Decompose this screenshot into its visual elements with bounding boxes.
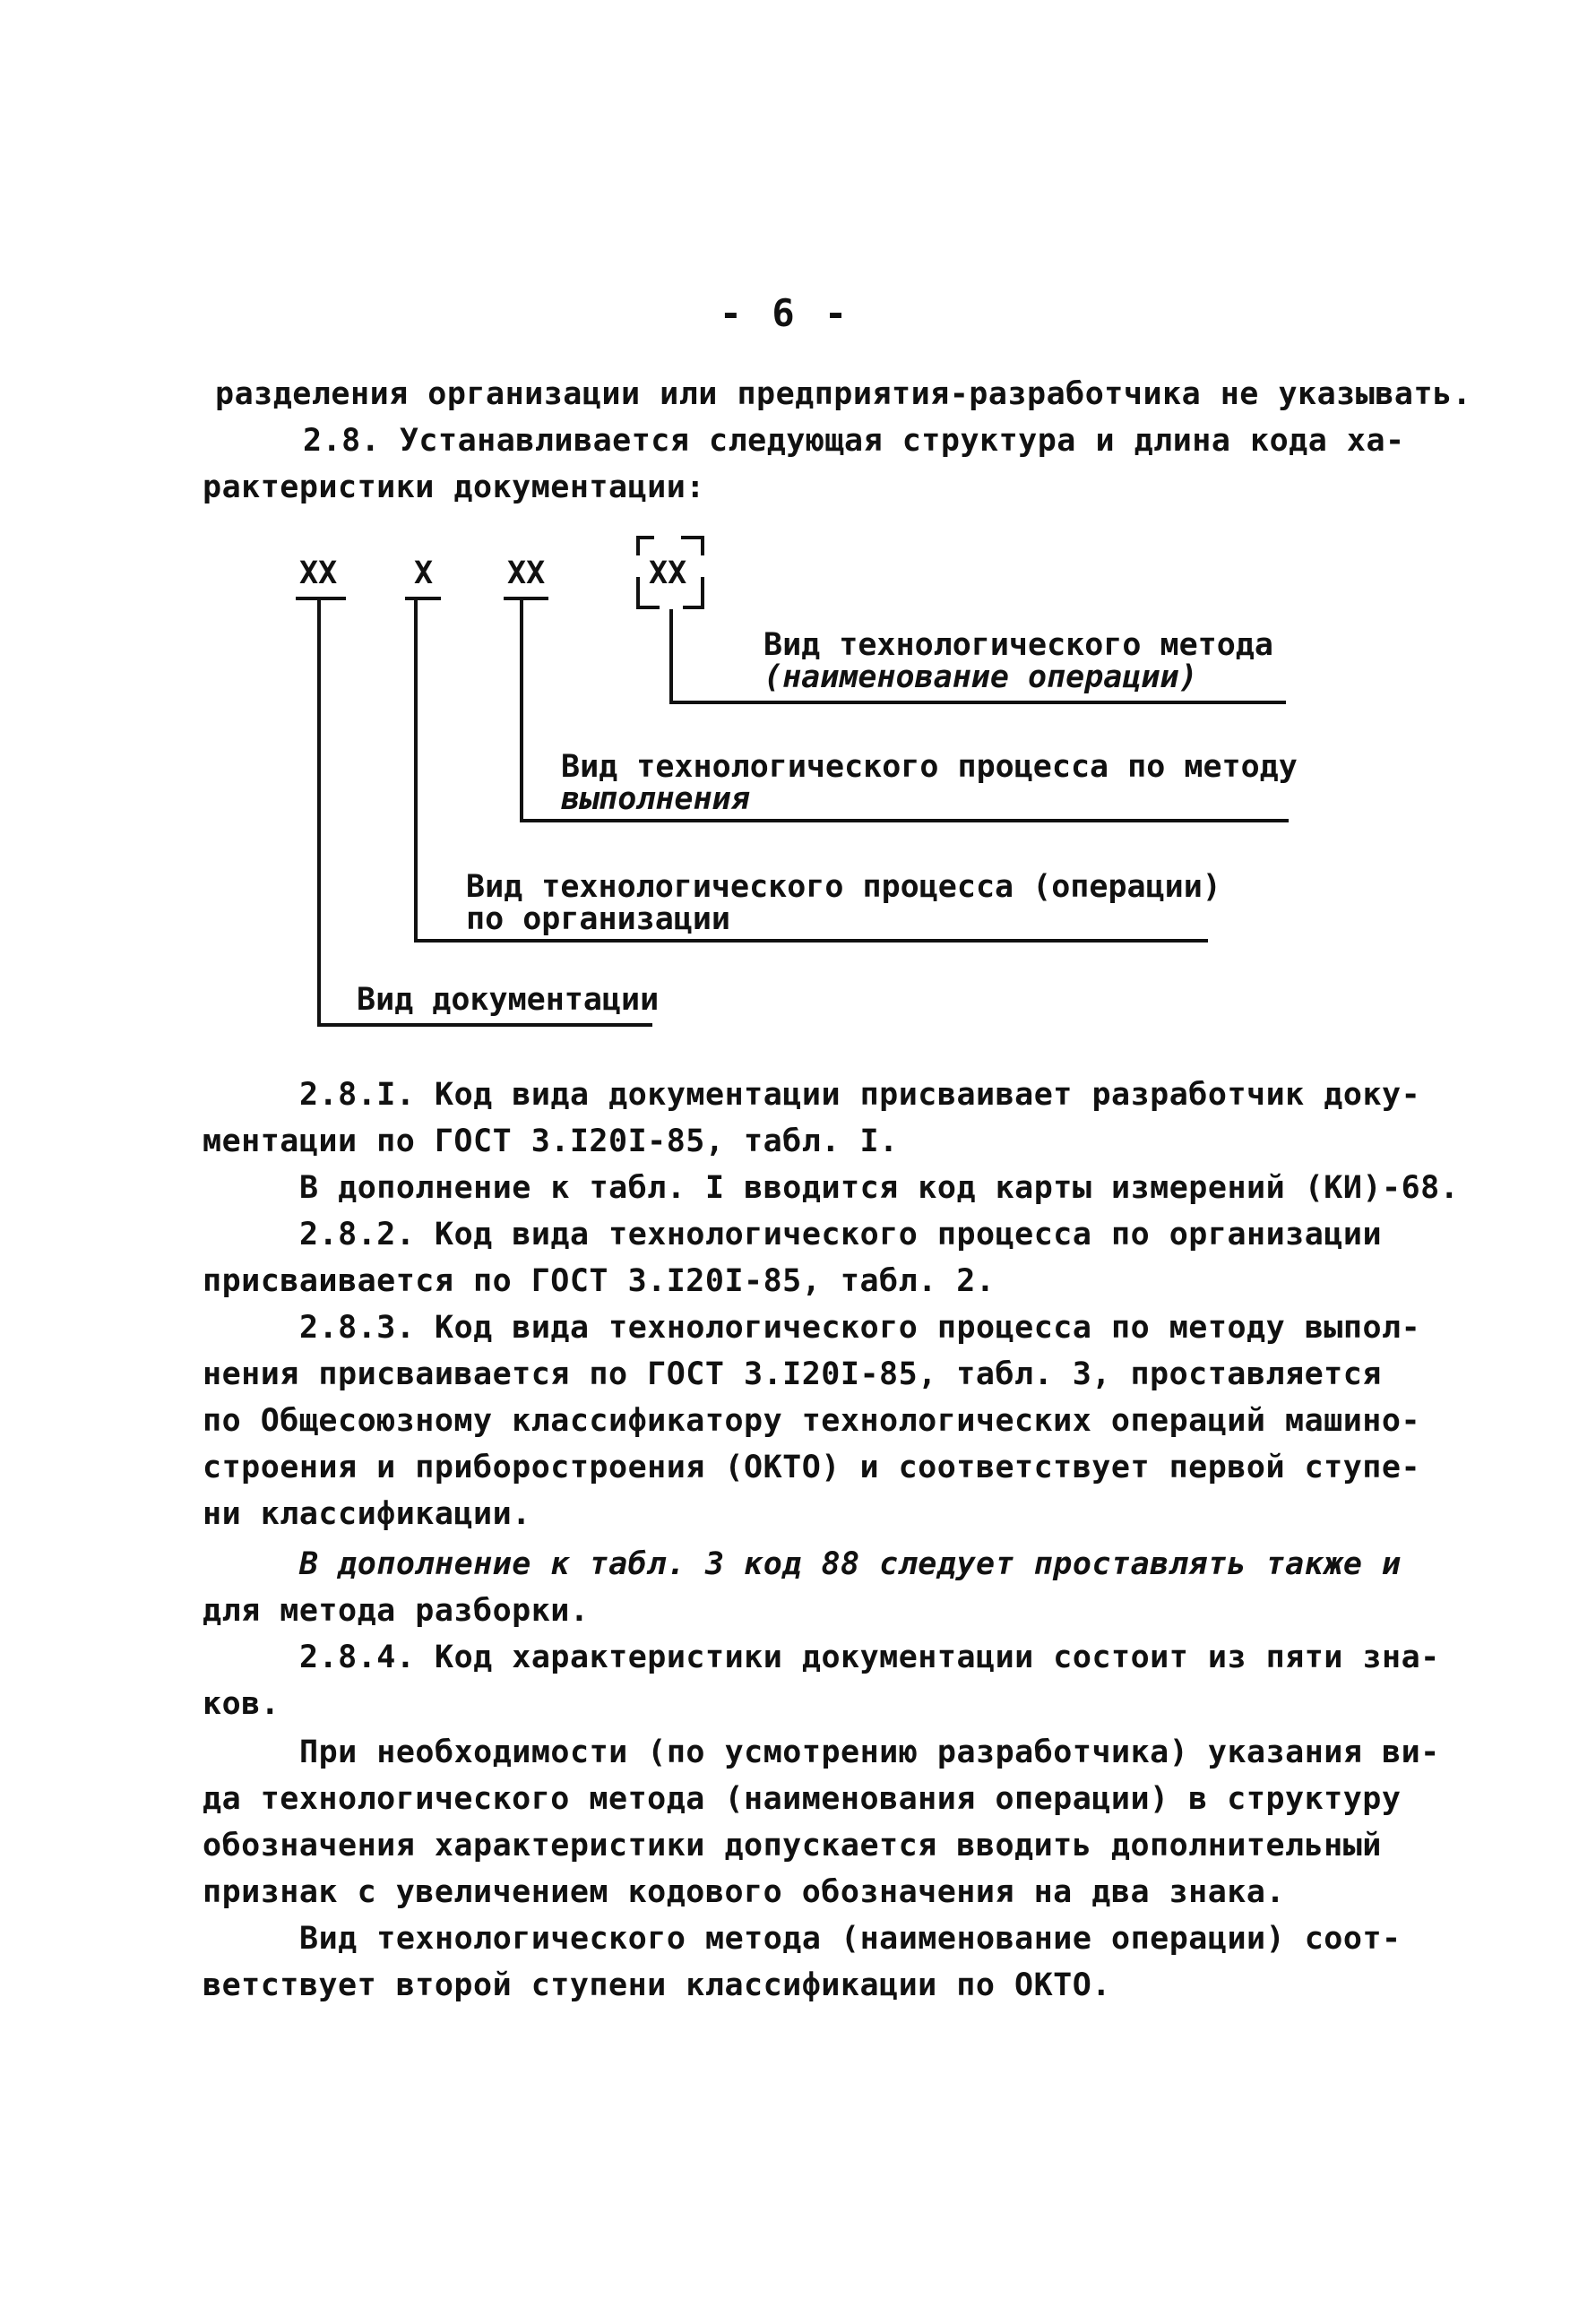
- label-documentation-type: Вид документации: [357, 982, 660, 1018]
- code-documentation-type: XX: [299, 555, 338, 591]
- text-line: 2.8.3. Код вида технологического процесса по методу выпол-: [299, 1310, 1421, 1346]
- label-process-method: Вид технологического процесса по методу: [561, 749, 1298, 785]
- code-process-type-method: XX: [507, 555, 546, 591]
- text-line: ментации по ГОСТ 3.I20I-85, табл. I.: [203, 1123, 899, 1159]
- text-line: присваивается по ГОСТ 3.I20I-85, табл. 2.: [203, 1263, 996, 1299]
- code-process-type-organization: X: [414, 555, 434, 591]
- text-line: рактеристики документации:: [203, 469, 705, 505]
- text-line: В дополнение к табл. I вводится код карты измерений (КИ)-68.: [299, 1170, 1460, 1206]
- text-line: ков.: [203, 1686, 280, 1722]
- text-line: 2.8. Устанавливается следующая структура и длина кода ха-: [303, 423, 1405, 459]
- text-line: по Общесоюзному классификатору технологических операций машино-: [203, 1403, 1421, 1439]
- text-line: ветствует второй ступени классификации по ОКТО.: [203, 1967, 1111, 2003]
- text-line: для метода разборки.: [203, 1593, 590, 1629]
- text-line: обозначения характеристики допускается вводить дополнительный: [203, 1828, 1382, 1864]
- text-line: При необходимости (по усмотрению разработчика) указания ви-: [299, 1734, 1440, 1770]
- text-line: признак с увеличением кодового обозначения на два знака.: [203, 1874, 1286, 1910]
- text-line: ни классификации.: [203, 1496, 531, 1532]
- text-line: 2.8.4. Код характеристики документации состоит из пяти зна-: [299, 1640, 1440, 1675]
- label-method-type: Вид технологического метода: [763, 627, 1273, 663]
- text-line: разделения организации или предприятия-разработчика не указывать.: [215, 376, 1472, 412]
- text-line: Вид технологического метода (наименование операции) соот-: [299, 1921, 1402, 1957]
- label-process-organization: Вид технологического процесса (операции): [466, 869, 1221, 905]
- text-line: да технологического метода (наименования операции) в структуру: [203, 1781, 1402, 1817]
- label-process-organization-cont: по организации: [466, 901, 731, 937]
- label-process-method-cont: выполнения: [561, 781, 750, 817]
- label-method-type-note: (наименование операции): [763, 659, 1198, 695]
- text-line: 2.8.2. Код вида технологического процесса по организации: [299, 1217, 1383, 1252]
- page-number: - 6 -: [719, 291, 851, 335]
- text-line: 2.8.I. Код вида документации присваивает разработчик доку-: [299, 1077, 1421, 1113]
- text-line: В дополнение к табл. 3 код 88 следует проставлять также и: [299, 1546, 1402, 1582]
- text-line: нения присваивается по ГОСТ 3.I20I-85, табл. 3, проставляется: [203, 1356, 1382, 1392]
- code-method-type-optional: XX: [649, 555, 687, 591]
- text-line: строения и приборостроения (ОКТО) и соответствует первой ступе-: [203, 1450, 1421, 1485]
